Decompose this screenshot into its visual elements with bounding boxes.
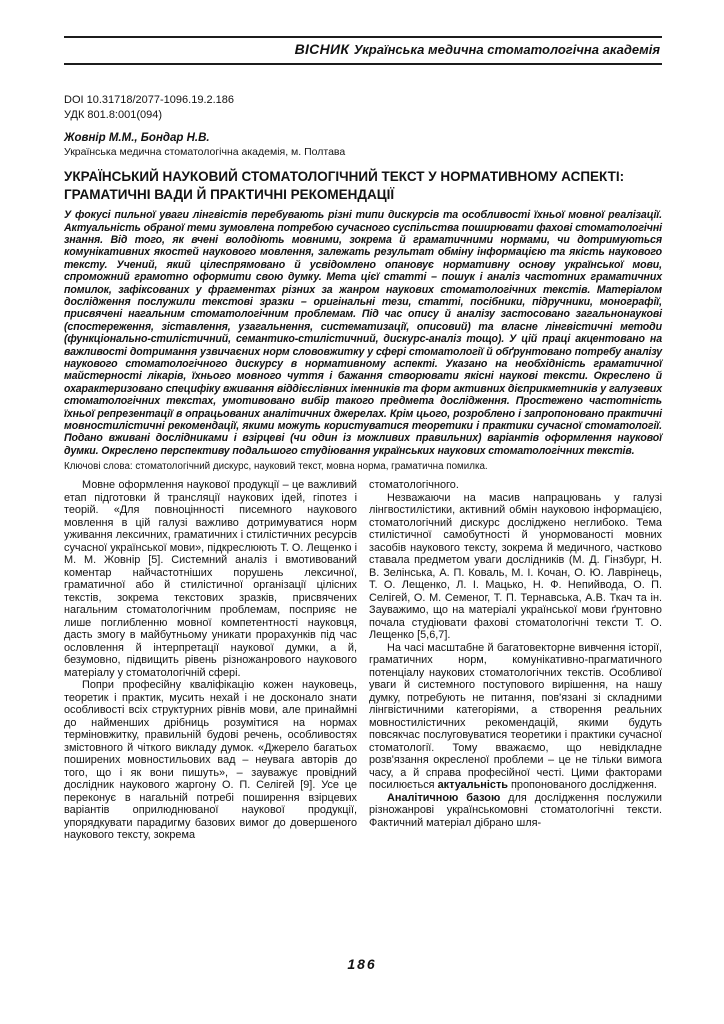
- article-title: УКРАЇНСЬКИЙ НАУКОВИЙ СТОМАТОЛОГІЧНИЙ ТЕКСТ У НОРМАТИВНОМУ АСПЕКТІ: ГРАМАТИЧНІ ВАДИ Й ПРАКТИЧНІ РЕКОМЕНДАЦІЇ: [64, 169, 625, 202]
- left-column: [64, 479, 357, 842]
- affiliation: Українська медична стоматологічна академія, м. Полтава: [64, 146, 346, 159]
- paragraph: Попри професійну кваліфікацію кожен науковець, теоретик і практик, мусить нехай і не досконало знати особливості всіх структурних рівнів мови, але принаймні до найменших дрібниць розумітися на нормах терміновжитку, правильній будові речень, особливостях змістовного й чіткого викладу думок. «Джерело багатьох поширених мовностильових вад – неувага авторів до того, що і як вони пишуть», – зауважує провідний дослідник наукового жаргону О. П. Селігей [9]. Усе це переконує в нагальній потребі поширення взірцевих варіантів оприлюднюваної наукової продукції, упорядкувати парадигму базових вимог до довершеного наукового тексту, зокрема: [64, 679, 357, 842]
- paragraph-text: для дослідження послужили різножанрові українськомовні стоматологічні тексти. Фактичний матеріал дібрано шля-: [369, 791, 662, 829]
- paragraph-text: На часі масштабне й багатовекторне вивчення історії, граматичних норм, комунікативно-прагматичного потенціалу наукових стоматологічних текстів. Особливої уваги й системного поступового вирішення, на нашу думку, потребують не питання, пов'язані зі складними лінгвістичними категоріями, а створення реальних мовностилістичних рекомендацій, якими будуть повсякчас послуговуватися теоретики і практики сучасної стоматології. Тому вважаємо, що невідкладне розв'язання окресленої проблеми – це не тільки вимога часу, а й справа професійної честі. Цими факторами посилюється: [369, 641, 662, 792]
- right-column: [369, 479, 662, 842]
- emphasis-text: Аналітичною базою: [387, 791, 501, 804]
- paragraph: [369, 642, 662, 792]
- paragraph-continuation: стоматологічного.: [369, 479, 459, 492]
- body-columns: [64, 479, 662, 842]
- paragraph: Незважаючи на масив напрацювань у галузі лінгвостилістики, активний обмін науковою інформацією, стоматологічний дискурс досліджено неглибоко. Тема стилістичної самобутності й унормованості мовних засобів наукового тексту, зокрема й медичного, частково ставала предметом уваги дослідників (М. Д. Гінзбург, Н. В. Зелінська, А. П. Коваль, М. І. Кочан, О. Ю. Лаврінець, Т. О. Лещенко, Л. І. Мацько, Н. Ф. Непийвода, О. П. Селігей, О. М. Семеног, Т. П. Тернавська, А.В. Ткач та ін. Зауважимо, що на матеріалі української мови ґрунтовно почала студіювати фахові стоматологічні тексти Т. О. Лещенко [5,6,7].: [369, 491, 662, 642]
- journal-name-rest: Українська медична стоматологічна академія: [353, 42, 660, 57]
- emphasis-text: актуальність: [437, 779, 508, 792]
- article-meta: [64, 93, 662, 160]
- udk: УДК 801.8:001(094): [64, 108, 163, 121]
- paragraph: Мовне оформлення наукової продукції – це важливий етап підготовки й трансляції наукових ідей, гіпотез і теорій. «Для повноцінності писемного наукового мовлення в цій галузі важливо дотримуватися норм уживання лексичних, граматичних і стилістичних ресурсів сучасної української мови», підкреслюють Т. О. Лещенко і М. М. Жовнір [5]. Системний аналіз і вмотивований коментар найчастотніших порушень лексичної, граматичної або й стилістичної організації цілісних текстів, зокрема текстових зразків, присвячених нагальним стоматологічним проблемам, посприяє не лише поглибленню мовної компетентності науковця, дасть змогу в майбутньому уникати прорахунків під час ословлення й інтерпретації наукової думки, а й, безумовно, підвищить рівень різножанрового наукового матеріалу у стоматологічній сфері.: [64, 479, 357, 679]
- abstract: У фокусі пильної уваги лінгвістів перебувають різні типи дискурсів та особливості їхньої мовної реалізації. Актуальність обраної теми зумовлена потребою сучасного суспільства поширювати фахові стоматологічні знання. Від того, як вчені володіють мовними, зокрема й граматичними нормами, чи дотримуються комунікативних якостей наукового мовлення, залежать результат обміну інформацією та якість наукового тексту. Учений, який цілеспрямовано й усвідомлено опановує нормативну основу української мови, спроможний грамотно оформити свою думку. Мета цієї статті – пошук і аналіз частотних граматичних помилок, зафіксованих у фрагментах різних за жанром наукових стоматологічних текстів. Матеріалом дослідження послужили текстові зразки – оригінальні тези, статті, посібники, підручники, монографії, присвячені нагальним стоматологічним проблемам. Під час опису й аналізу застосовано загальнонаукові (спостереження, зіставлення, узагальнення, систематизації, описовий) та власне лінгвістичні методи (функціонально-стилістичний, семантико-стилістичний, дискурс-аналіз тощо). У цій праці акцентовано на важливості дотримання узвичаєних норм слововжитку у сфері стоматології й обґрунтовано потребу аналізу наукового стоматологічного дискурсу в нормативному аспекті. Указано на необхідність граматичної майстерності лікарів, їхнього мовного чуття і бажання створювати якісні наукові тексти. Окреслено й охарактеризовано специфіку вживання віддієслівних іменників та форм активних дієприкметників у галузевих стоматологічних текстах, умотивовано вибір такого предмета дослідження. Простежено частотність їхньої репрезентації в опрацьованих аналітичних джерелах. Крім цього, розроблено і запропоновано практичні мовностилістичні рекомендації, якими можуть користуватися теоретики і практики сучасної стоматології. Подано вживані дослідниками і взірцеві (чи один із можливих правильних) варіантів оформлення наукової думки. Окреслено перспективу подальшого студіювання українських наукових стоматологічних текстів.: [64, 209, 662, 457]
- doi: DOI 10.31718/2077-1096.19.2.186: [64, 94, 235, 107]
- journal-name-main: ВІСНИК: [294, 41, 350, 57]
- paragraph: [369, 792, 662, 830]
- page-number: 186: [347, 956, 377, 972]
- authors: Жовнір М.М., Бондар Н.В.: [64, 131, 210, 144]
- paragraph-text: пропонованого дослідження.: [507, 779, 657, 792]
- journal-header: [64, 36, 662, 65]
- keywords: Ключові слова: стоматологічний дискурс, науковий текст, мовна норма, граматична помилка.: [64, 461, 488, 473]
